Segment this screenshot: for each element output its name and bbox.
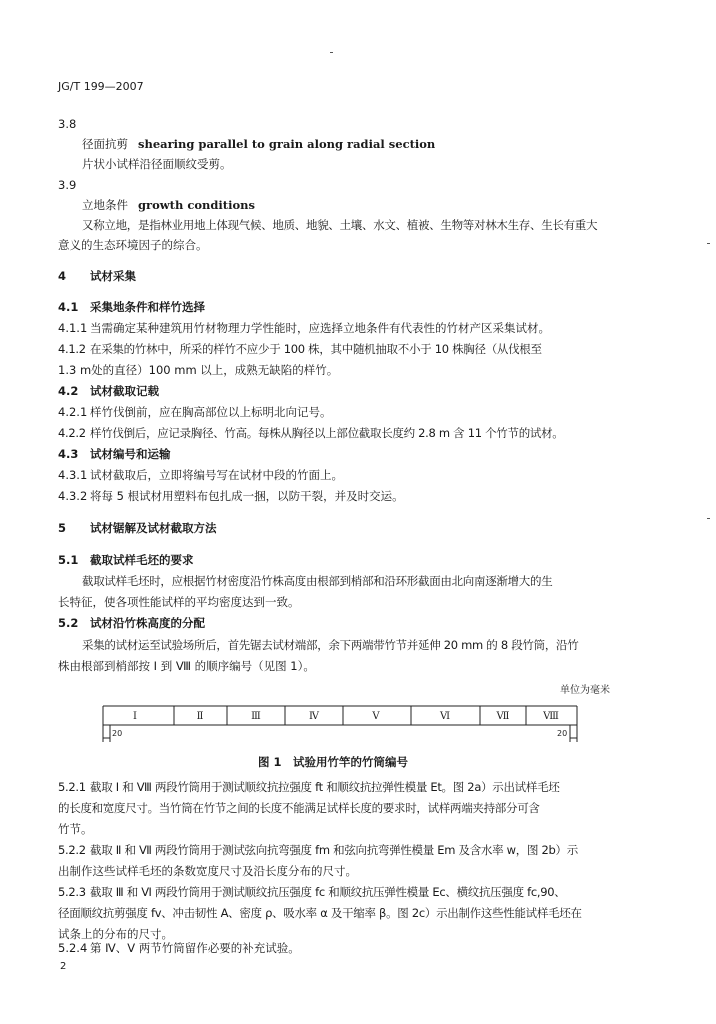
clause-text: 样竹伐倒后，应记录胸径、竹高。每株从胸径以上部位截取长度约 2.8 m 含 11 个竹节的试材。 [90, 426, 564, 440]
clause-text: 试材截取后，立即将编号写在试材中段的竹面上。 [90, 468, 343, 482]
page-number: 2 [60, 961, 67, 972]
section-title: 试材沿竹株高度的分配 [90, 616, 205, 630]
section-title: 试材采集 [90, 269, 136, 283]
clause-number: 4.3.1 [58, 468, 88, 482]
clause-5-1-line2: 长特征，使各项性能试样的平均密度达到一致。 [58, 595, 300, 609]
clause-number: 5.2.4 [58, 941, 88, 955]
section-title: 试材锯解及试材截取方法 [90, 521, 217, 535]
figure-caption: 图 1 试验用竹竿的竹筒编号 [258, 755, 409, 769]
clause-text: 样竹伐倒前，应在胸高部位以上标明北向记号。 [90, 405, 332, 419]
segment-label-2: Ⅱ [196, 711, 204, 722]
clause-4-2-1 [58, 404, 332, 420]
term-zh: 径面抗剪 [82, 137, 128, 151]
clause-4-3-2 [58, 488, 404, 504]
clause-5-2-3-line2: 径面顺纹抗剪强度 fv、冲击韧性 A、密度 ρ、吸水率 α 及干缩率 β。图 2c）示出制作这些性能试样毛坯在 [58, 906, 582, 920]
section-number: 5 [58, 521, 67, 535]
clause-5-2-3-line3: 试条上的分布的尺寸。 [58, 927, 173, 941]
segment-label-5: Ⅴ [372, 711, 380, 722]
scan-speck [707, 518, 710, 519]
section-title: 采集地条件和样竹选择 [90, 300, 205, 314]
dimension-right: 20 [557, 729, 568, 738]
section-number: 4 [58, 269, 67, 283]
clause-3-9-definition-line1: 又称立地，是指林业用地上体现气候、地质、地貌、土壤、水文、植被、生物等对林木生存、生长有重大 [82, 218, 598, 232]
segment-label-3: Ⅲ [251, 711, 261, 722]
term-en: growth conditions [138, 198, 255, 212]
section-title: 截取试样毛坯的要求 [90, 553, 194, 567]
clause-text: 截取 Ⅱ 和 Ⅶ 两段竹筒用于测试弦向抗弯强度 fm 和弦向抗弯弹性模量 Em 及含水率 w，图 2b）示 [90, 843, 578, 857]
section-number: 4.1 [58, 300, 79, 314]
clause-5-2-1-line2: 的长度和宽度尺寸。当竹筒在竹节之间的长度不能满足试样长度的要求时，试样两端夹持部分可含 [58, 801, 540, 815]
clause-5-2-line2: 株由根部到梢部按 Ⅰ 到 Ⅷ 的顺序编号（见图 1）。 [58, 659, 315, 673]
section-number: 5.1 [58, 553, 79, 567]
clause-5-2-1-line3: 竹节。 [58, 822, 93, 836]
bamboo-segment-figure [95, 700, 595, 750]
segment-label-4: Ⅳ [309, 711, 319, 722]
term-en: shearing parallel to grain along radial section [138, 137, 436, 151]
clause-text: 在采集的竹林中，所采的样竹不应少于 100 株，其中随机抽取不小于 10 株胸径（从伐根至 [90, 342, 542, 356]
clause-5-2-2-line1 [58, 842, 578, 858]
clause-4-1-2-line1 [58, 341, 542, 357]
clause-4-1-2-line2: 1.3 m处的直径）100 mm 以上，成熟无缺陷的样竹。 [58, 363, 339, 377]
clause-5-2-line1: 采集的试材运至试验场所后，首先锯去试材端部，余下两端带竹节并延伸 20 mm 的 8 段竹筒，沿竹 [82, 638, 579, 652]
clause-number: 5.2.3 [58, 885, 86, 899]
clause-3-8-term [82, 136, 435, 152]
clause-3-9-term [82, 197, 255, 213]
clause-text: 当需确定某种建筑用竹材物理力学性能时，应选择立地条件有代表性的竹材产区采集试材。 [90, 321, 550, 335]
clause-4-2-2 [58, 425, 564, 441]
section-title: 试材编号和运输 [90, 447, 171, 461]
section-5-heading [58, 520, 217, 536]
scan-speck [330, 52, 333, 53]
term-zh: 立地条件 [82, 198, 128, 212]
clause-4-3-1 [58, 467, 343, 483]
section-4-1-heading [58, 299, 205, 315]
clause-number: 4.1.1 [58, 321, 88, 335]
section-number: 4.2 [58, 384, 79, 398]
section-number: 5.2 [58, 616, 79, 630]
clause-text: 截取 Ⅲ 和 Ⅵ 两段竹筒用于测试顺纹抗压强度 fc 和顺纹抗压弹性模量 Ec、横纹抗压强度 fc,90、 [90, 885, 566, 899]
clause-5-1-line1: 截取试样毛坯时，应根据竹材密度沿竹株高度由根部到梢部和沿环形截面由北向南逐渐增大的生 [82, 574, 553, 588]
clause-3-9-definition-line2: 意义的生态环境因子的综合。 [58, 238, 208, 252]
section-4-2-heading [58, 383, 159, 399]
section-number: 4.3 [58, 447, 79, 461]
clause-text: 将每 5 根试材用塑料布包扎成一捆，以防干裂，并及时交运。 [90, 489, 404, 503]
clause-3-8-number: 3.8 [58, 117, 77, 131]
clause-number: 5.2.2 [58, 843, 86, 857]
section-4-3-heading [58, 446, 171, 462]
clause-4-1-1 [58, 320, 550, 336]
section-5-2-heading [58, 615, 205, 631]
figure-unit-note: 单位为毫米 [560, 685, 610, 696]
clause-3-8-definition: 片状小试样沿径面顺纹受剪。 [82, 157, 232, 171]
clause-5-2-3-line1 [58, 884, 566, 900]
clause-5-2-4 [58, 940, 300, 956]
clause-5-2-2-line2: 出制作这些试样毛坯的条数宽度尺寸及沿长度分布的尺寸。 [58, 864, 357, 878]
section-title: 试材截取记载 [90, 384, 159, 398]
clause-number: 4.2.1 [58, 405, 88, 419]
clause-3-9-number: 3.9 [58, 178, 77, 192]
segment-label-1: Ⅰ [133, 711, 137, 722]
segment-label-8: Ⅷ [543, 711, 559, 722]
section-5-1-heading [58, 552, 194, 568]
doc-code-header: JG/T 199—2007 [58, 80, 144, 93]
section-4-heading [58, 268, 136, 284]
clause-number: 4.1.2 [58, 342, 86, 356]
clause-number: 4.3.2 [58, 489, 88, 503]
clause-number: 5.2.1 [58, 780, 86, 794]
clause-text: 第 Ⅳ、Ⅴ 两节竹筒留作必要的补充试验。 [90, 941, 300, 955]
segment-label-6: Ⅵ [439, 711, 451, 722]
scan-speck [707, 243, 710, 244]
clause-5-2-1-line1 [58, 779, 559, 795]
segment-label-7: Ⅶ [496, 711, 510, 722]
dimension-left: 20 [112, 729, 123, 738]
clause-text: 截取 Ⅰ 和 Ⅷ 两段竹筒用于测试顺纹抗拉强度 ft 和顺纹抗拉弹性模量 Et。图 2a）示出试样毛坯 [90, 780, 560, 794]
clause-number: 4.2.2 [58, 426, 86, 440]
